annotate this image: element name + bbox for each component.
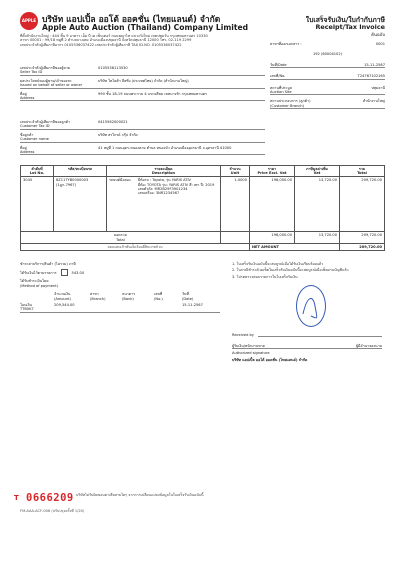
notes-block (232, 262, 382, 279)
right-info-block (270, 42, 385, 109)
customer-branch-value: สำนักงานใหญ่ (362, 99, 385, 104)
note-line: 3. โปรดตรวจสอบรายการในใบเสร็จรับเงิน (232, 274, 298, 279)
customer-section (20, 120, 265, 155)
table-row (21, 177, 385, 232)
invoice-number-value: T24767102165 (357, 74, 385, 79)
payment-section (20, 262, 220, 313)
auction-site-label: สถานที่ประมูล Auction Site (270, 85, 292, 95)
net-amount-label: NET AMOUNT (250, 243, 340, 250)
payment-section-label: ชำระค่าบริการ/สินค้า (ไม่รวม) ภาษี (20, 262, 76, 266)
cell-vat: 13,720.00 (295, 177, 340, 232)
payment-columns (20, 292, 220, 301)
customer-tax-id-value: 0415562000021 (98, 120, 128, 124)
document-copy-label: ต้นฉบับ (371, 32, 385, 37)
subtotal-price: 196,000.00 (250, 232, 295, 243)
seller-address-label: ที่อยู่ Address (20, 91, 35, 101)
company-name-th: บริษัท แอปเปิ้ล ออโต้ ออคชั่น (ไทยแลนด์) จำกัด (42, 15, 221, 25)
col-description: รายละเอียด Description (107, 166, 221, 177)
payment-date-value: 15-11-2567 (182, 303, 203, 308)
subtotal-row (21, 232, 385, 243)
net-amount-value: 209,720.00 (340, 243, 385, 250)
document-title-en: Receipt/Tax Invoice (315, 23, 385, 31)
payment-no-value (154, 303, 172, 312)
payment-col-branch: สาขา (Branch) (90, 292, 106, 301)
payment-received-label: ได้รับเงินไว้ตามรายการ (20, 270, 57, 275)
date-value: 15-11-2567 (364, 62, 385, 67)
serial-number: 0666209 (26, 492, 74, 504)
items-table (20, 165, 385, 251)
cell-description (107, 177, 221, 232)
subtotal-total: 209,720.00 (340, 232, 385, 243)
invoice-number-label: เลขที่/No. (270, 74, 286, 79)
seller-section (20, 66, 265, 101)
authorized-label-th: ผู้มีอำนาจลงนาม (355, 344, 382, 348)
seller-address-value: 990 ชั้น 18-19 ถนนพระราม 4 แขวงสีลม เขตบางรัก กรุงเทพมหานคร (98, 91, 207, 96)
auction-site-value: ปทุมธานี (371, 85, 385, 90)
seller-tax-id-label: เลขประจำตัวผู้เสียภาษีของผู้ขาย Seller Tax ID (20, 66, 70, 75)
company-logo: APPLE (20, 12, 38, 30)
cell-desc-text: ยี่ห้อรถ : Toyota, รุ่น YARIS ATIV ยี่ห้อ: TOYOTA รุ่น: YARIS ATIV สี: เทา ปี: 2019 เลขตัวถัง: MR2B29F3901234 เลขเครื่อง: 3NR1234567 (138, 178, 215, 196)
payment-amount-box: 543.00 (71, 270, 85, 275)
received-by-block (232, 333, 382, 337)
payment-amount-value: 209,544.00 (54, 303, 75, 308)
customer-name-value: บริษัท สรไกรด์ กรุ๊ป จำกัด (98, 132, 138, 137)
payment-method-label: ได้รับชำระเงินโดย (20, 279, 49, 284)
payment-col-amount: จำนวนเงิน (Amount) (54, 292, 71, 301)
subtotal-vat: 13,720.00 (295, 232, 340, 243)
payment-bank-value (122, 303, 144, 312)
address-line: สาขา 00001 : 99/18 หมู่ที่ 2 ตำบลบางเตย อำเภอเมืองปทุมธานี จังหวัดปทุมธานี 12000 โทร. 02-119 2299 (20, 38, 192, 43)
branch-value: 0001 (375, 42, 385, 46)
col-vat: ภาษีมูลค่าเพิ่ม Vat (295, 166, 340, 177)
amount-words: สองแสนเก้าพันเจ็ดร้อยยี่สิบบาทถ้วน (21, 243, 250, 250)
payment-branch-value (90, 303, 112, 312)
serial-prefix: T (14, 494, 19, 502)
signature-stamp (296, 285, 326, 327)
received-by-label: Received by (232, 333, 254, 337)
receiver-label: ผู้รับเงิน/พนักงานขาย (232, 344, 265, 348)
serial-note: บริษัทไม่รับผิดชอบค่าเสียหายใดๆ จากการเปลี่ยนแปลงข้อมูลในใบเสร็จรับเงินฉบับนี้ (76, 493, 204, 497)
authorized-label-en: Authorized signature (232, 351, 270, 356)
col-code: รหัส/ทะเบียนรถ (54, 166, 107, 177)
payment-col-bank: ธนาคาร (Bank) (122, 292, 136, 301)
note-line: 2. ในกรณีชำระด้วยเช็คใบเสร็จรับเงินฉบับนี้จะสมบูรณ์เมื่อเช็คผ่านบัญชีแล้ว (232, 268, 349, 273)
authorized-block (232, 344, 382, 362)
customer-tax-id-label: เลขประจำตัวผู้เสียภาษีของลูกค้า Customer Tax ID (20, 120, 71, 129)
cell-code: 6Z11TYB0000003 (1ฎก-7967) (54, 177, 107, 232)
seller-tax-id-value: 0105536113530 (98, 66, 128, 70)
document-title-th: ใบเสร็จรับเงิน/ใบกำกับภาษี (305, 16, 385, 24)
subtotal-label: ยอดรวม Total (21, 232, 221, 243)
customer-address-label: ที่อยู่ Address (20, 145, 35, 155)
payment-col-date: วันที่ (Date) (182, 292, 194, 301)
col-unit: จำนวน Unit (221, 166, 250, 177)
customer-address-value: 41 หมู่ที่ 1 ถนนอุดร-หนองคาย ตำบล หนองบัว อำเภอเมืองอุดรธานี จ.อุดรธานี 41000 (98, 145, 232, 150)
address-line: ที่ตั้งสำนักงานใหญ่ : 444 ชั้น 9 อาคาร เอ็ม บี เค เซ็นเตอร์ ถนนพญาไท แขวงวังใหม่ เขตปทุมวัน กรุงเทพมหานคร 10330 (20, 34, 208, 38)
company-name-en: Apple Auto Auction (Thailand) Company Limited (42, 23, 249, 32)
company-footer: บริษัท แอปเปิ้ล ออโต้ ออคชั่น (ไทยแลนด์) จำกัด (232, 357, 308, 362)
signature-scribble-icon (297, 286, 325, 326)
customer-name-label: ชื่อลูกค้า Customer name (20, 132, 49, 142)
cell-price: 196,000.00 (250, 177, 295, 232)
payment-method-value: โอนเงิน TTB0K7 (20, 303, 34, 312)
payment-method-en: (Method of payment) (20, 283, 59, 288)
col-price: ราคา Price Excl. Vat (250, 166, 295, 177)
payment-row (20, 303, 220, 313)
payment-col-no: เลขที่ (No.) (154, 292, 163, 301)
col-total: รวม Total (340, 166, 385, 177)
seller-name-value: บริษัท โตโยต้า ลีสซิ่ง (ประเทศไทย) จำกัด (สำนักงานใหญ่) (98, 78, 189, 83)
date-label: วันที่/Date (270, 62, 287, 67)
note-line: 1. ใบเสร็จรับเงินฉบับนี้จะสมบูรณ์เมื่อได้รับเงินเรียบร้อยแล้ว (232, 262, 324, 266)
cell-lot: 3045 (21, 177, 54, 232)
address-line: เลขประจำตัวผู้เสียภาษีอากร 0105536037422 เลขประจำตัวผู้เสียภาษี TAX ID.NO. 0105536037422 (20, 42, 182, 47)
seller-name-label: ผลประโยชน์ของผู้ขาย/เจ้าของรถ Issued on behalf of seller or owner (20, 78, 83, 88)
branch-code: 192 (60004102) (312, 52, 343, 57)
payment-checkbox (61, 269, 68, 276)
col-lot: ลำดับที่ Lot No. (21, 166, 54, 177)
cell-type: รถยนต์มือสอง (109, 178, 131, 183)
cell-total: 209,720.00 (340, 177, 385, 232)
cell-unit: 1.0000 (221, 177, 250, 232)
branch-label: สาขาที่ออกเอกสาร : (270, 42, 302, 46)
company-address (20, 34, 265, 47)
net-amount-row (21, 243, 385, 250)
table-header-row (21, 166, 385, 177)
form-code: FM-AAA-ACF-006 (ปรับปรุงครั้งที่ 1/20) (20, 509, 85, 513)
customer-branch-label: สถานประกอบการ (ลูกค้า) (Customer Branch) (270, 99, 311, 108)
